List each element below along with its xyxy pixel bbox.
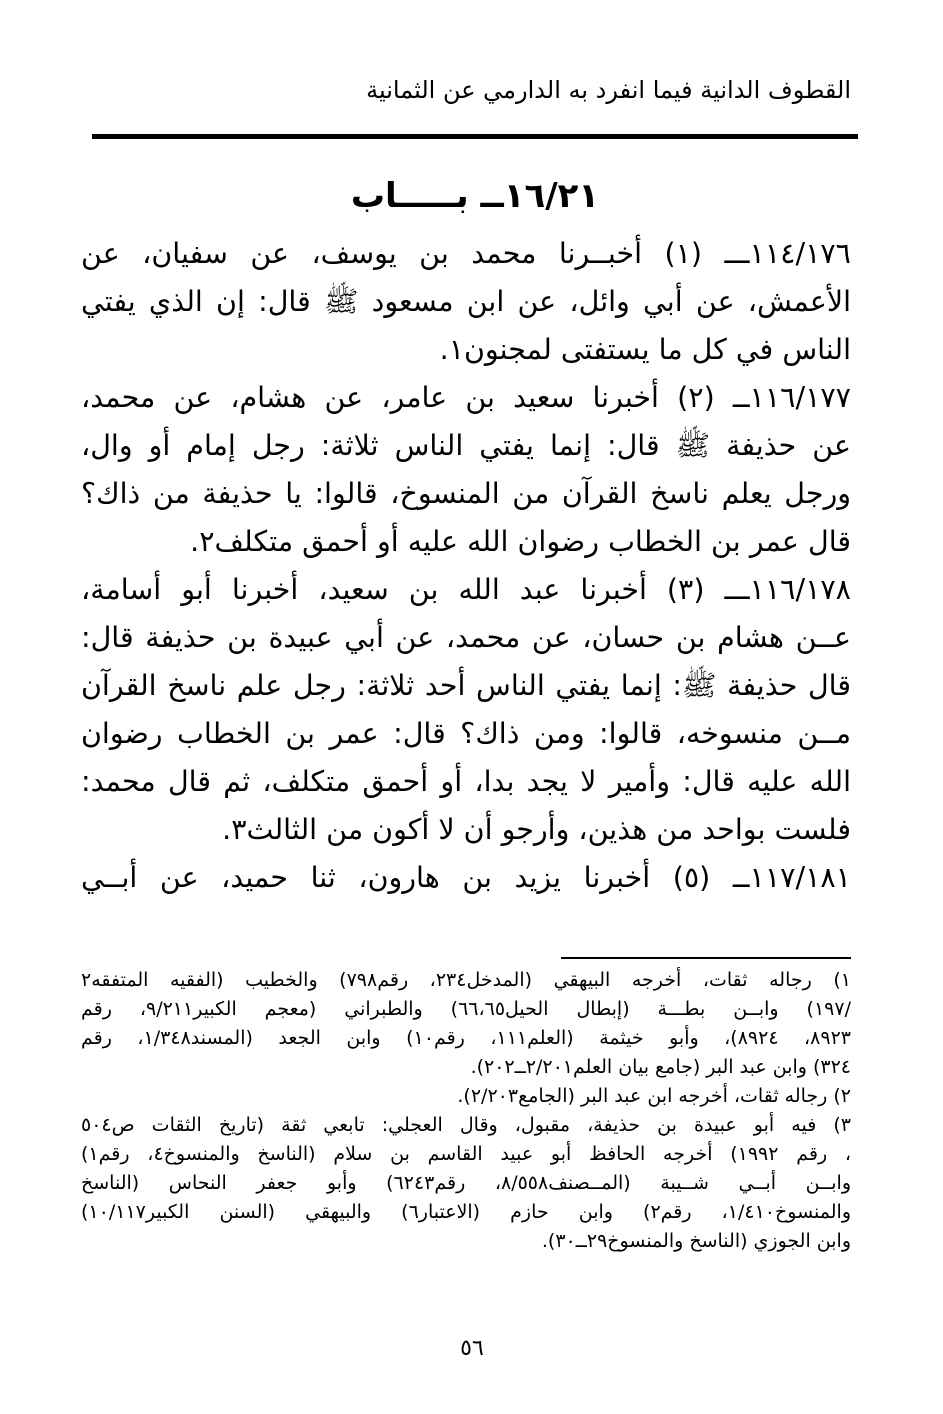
- footnote-line: ١) رجاله ثقات، أخرجه البيهقي (المدخل٢٣٤، رقم٧٩٨) والخطيب (الفقيه المتفقه٢: [81, 969, 851, 991]
- header-rule: [92, 134, 858, 139]
- body-line: ١١٦/١٧٧ــ (٢) أخبرنا سعيد بن عامر، عن هشام، عن محمد،: [81, 381, 851, 414]
- hadith-body: [81, 232, 851, 904]
- body-line: ١١٦/١٧٨ـــ (٣) أخبرنا عبد الله بن سعيد، أخبرنا أبو أسامة،: [81, 573, 851, 606]
- running-title: القطوف الدانية فيما انفرد به الدارمي عن الثمانية: [366, 76, 851, 104]
- footnote-line: ٣٢٤) وابن عبد البر (جامع بيان العلم٢/٢٠١ــ٢٠٢).: [470, 1056, 851, 1078]
- body-line: الأعمش، عن أبي وائل، عن ابن مسعود ﷺ قال: إن الذي يفتي: [81, 285, 851, 318]
- footnote-rule: [561, 957, 851, 959]
- footnote-line: والمنسوخ١/٤١٠، رقم٢) وابن حازم (الاعتبار٦) والبيهقي (السنن الكبير١٠/١١٧): [81, 1201, 852, 1223]
- body-line: مــن منسوخه، قالوا: ومن ذاك؟ قال: عمر بن الخطاب رضوان: [81, 717, 851, 750]
- page-number: ٥٦: [460, 1336, 484, 1361]
- footnotes: [81, 966, 851, 1256]
- body-line: ورجل يعلم ناسخ القرآن من المنسوخ، قالوا: يا حذيفة من ذاك؟: [81, 477, 851, 510]
- body-line: ١١٧/١٨١ــ (٥) أخبرنا يزيد بن هارون، ثنا حميد، عن أبــي: [81, 861, 851, 894]
- body-line: قال حذيفة ﷺ: إنما يفتي الناس أحد ثلاثة: رجل علم ناسخ القرآن: [81, 669, 851, 702]
- footnote-line: ٣) فيه أبو عبيدة بن حذيفة، مقبول، وقال العجلي: تابعي ثقة (تاريخ الثقات ص٥٠٤: [81, 1114, 851, 1136]
- footnote-line: وابن الجوزي (الناسخ والمنسوخ٢٩ــ٣٠).: [541, 1230, 851, 1252]
- body-line: قال عمر بن الخطاب رضوان الله عليه أو أحمق متكلف٢.: [190, 525, 851, 558]
- body-line: عن حذيفة ﷺ قال: إنما يفتي الناس ثلاثة: رجل إمام أو وال،: [81, 429, 851, 462]
- footnote-line: /١٩٧) وابــن بطـــة (إبطال الحيل٦٦،٦٥) والطبراني (معجم الكبير٩/٢١١، رقم: [81, 998, 851, 1020]
- body-line: الناس في كل ما يستفتى لمجنون١.: [439, 333, 851, 366]
- body-line: ١١٤/١٧٦ـــ (١) أخبــرنا محمد بن يوسف، عن سفيان، عن: [81, 237, 851, 270]
- footnote-line: ٨٩٢٣، ٨٩٢٤)، وأبو خيثمة (العلم١١١، رقم١٠) وابن الجعد (المسند١/٣٤٨، رقم: [81, 1027, 851, 1049]
- chapter-title: ١٦/٢١ــ بـــــاب: [350, 176, 600, 216]
- body-line: عــن هشام بن حسان، عن محمد، عن أبي عبيدة بن حذيفة قال:: [81, 621, 851, 654]
- footnote-line: وابــن أبــي شــيبة (المــصنف٨/٥٥٨، رقم٦٢٤٣) وأبو جعفر النحاس (الناسخ: [81, 1172, 852, 1194]
- body-line: الله عليه قال: وأمير لا يجد بدا، أو أحمق متكلف، ثم قال محمد:: [81, 765, 851, 798]
- footnote-line: ، رقم ١٩٩٢) أخرجه الحافظ أبو عبيد القاسم بن سلام (الناسخ والمنسوخ٤، رقم١): [81, 1143, 852, 1165]
- footnote-line: ٢) رجاله ثقات، أخرجه ابن عبد البر (الجامع٢/٢٠٣).: [457, 1085, 851, 1107]
- body-line: فلست بواحد من هذين، وأرجو أن لا أكون من الثالث٣.: [222, 813, 851, 846]
